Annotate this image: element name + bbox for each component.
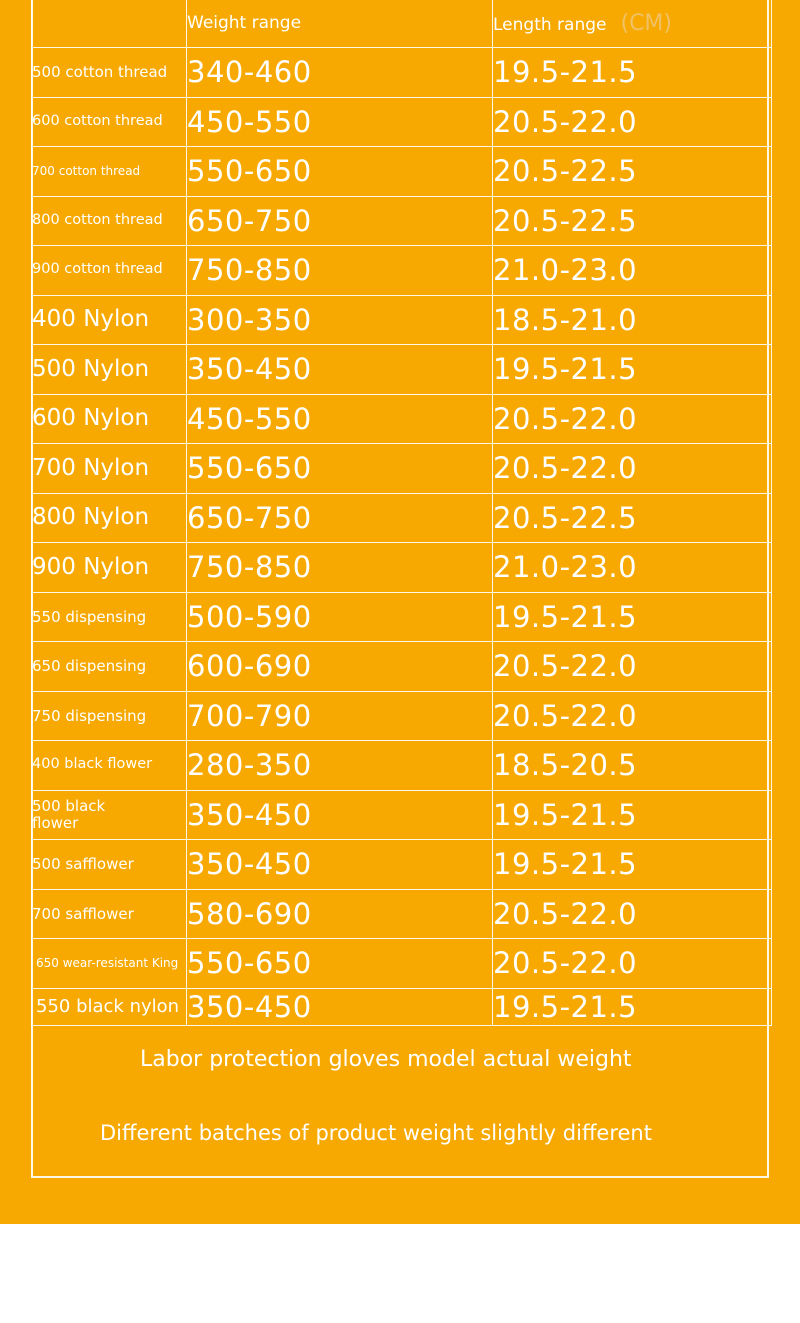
model-cell: 500 safflower	[32, 840, 187, 890]
weight-cell: 350-450	[187, 840, 493, 890]
model-cell: 650 dispensing	[32, 642, 187, 692]
header-length-range	[493, 0, 772, 48]
weight-cell: 650-750	[187, 196, 493, 246]
weight-cell: 650-750	[187, 493, 493, 543]
weight-cell: 600-690	[187, 642, 493, 692]
table-row	[32, 939, 772, 989]
table-row	[32, 988, 772, 1025]
table-row	[32, 642, 772, 692]
table-row	[32, 345, 772, 395]
weight-cell: 500-590	[187, 592, 493, 642]
table-row	[32, 147, 772, 197]
weight-cell: 750-850	[187, 543, 493, 593]
table-row	[32, 592, 772, 642]
table-row	[32, 394, 772, 444]
note-actual-weight: Labor protection gloves model actual weight	[140, 1047, 632, 1072]
weight-cell: 280-350	[187, 741, 493, 791]
weight-length-table	[31, 0, 772, 1026]
length-cell: 20.5-22.5	[493, 493, 772, 543]
table-row	[32, 444, 772, 494]
length-cell: 20.5-22.0	[493, 97, 772, 147]
header-model	[32, 0, 187, 48]
length-cell: 20.5-22.0	[493, 394, 772, 444]
length-cell: 19.5-21.5	[493, 790, 772, 840]
length-unit: (CM)	[620, 10, 672, 36]
weight-cell: 340-460	[187, 48, 493, 98]
model-cell: 500 cotton thread	[32, 48, 187, 98]
header-weight-label: Weight range	[187, 13, 302, 33]
model-cell: 700 safflower	[32, 889, 187, 939]
length-cell: 19.5-21.5	[493, 48, 772, 98]
table-header-row	[32, 0, 772, 48]
weight-cell: 550-650	[187, 444, 493, 494]
note-batch-variation: Different batches of product weight slightly different	[100, 1121, 652, 1145]
table-row	[32, 790, 772, 840]
model-cell: 750 dispensing	[32, 691, 187, 741]
length-cell: 21.0-23.0	[493, 246, 772, 296]
weight-cell: 350-450	[187, 988, 493, 1025]
table-row	[32, 691, 772, 741]
model-cell: 700 Nylon	[32, 444, 187, 494]
length-cell: 19.5-21.5	[493, 840, 772, 890]
table-row	[32, 493, 772, 543]
table-row	[32, 741, 772, 791]
model-cell: 700 cotton thread	[32, 147, 187, 197]
model-cell: 550 black nylon	[32, 988, 187, 1025]
length-cell: 20.5-22.0	[493, 889, 772, 939]
length-cell: 19.5-21.5	[493, 988, 772, 1025]
table-row	[32, 889, 772, 939]
model-cell: 800 Nylon	[32, 493, 187, 543]
header-length-label: Length range	[493, 14, 607, 35]
model-cell: 550 dispensing	[32, 592, 187, 642]
weight-cell: 750-850	[187, 246, 493, 296]
length-cell: 18.5-21.0	[493, 295, 772, 345]
length-cell: 19.5-21.5	[493, 345, 772, 395]
length-cell: 20.5-22.0	[493, 939, 772, 989]
length-cell: 20.5-22.0	[493, 642, 772, 692]
model-cell: 400 black flower	[32, 741, 187, 791]
weight-cell: 580-690	[187, 889, 493, 939]
model-cell: 900 cotton thread	[32, 246, 187, 296]
weight-cell: 450-550	[187, 394, 493, 444]
model-cell: 650 wear-resistant King	[32, 939, 187, 989]
weight-cell: 700-790	[187, 691, 493, 741]
table-row	[32, 295, 772, 345]
weight-cell: 550-650	[187, 147, 493, 197]
table-row	[32, 196, 772, 246]
length-cell: 20.5-22.0	[493, 691, 772, 741]
length-cell: 21.0-23.0	[493, 543, 772, 593]
table-row	[32, 48, 772, 98]
model-cell: 900 Nylon	[32, 543, 187, 593]
weight-cell: 450-550	[187, 97, 493, 147]
table-row	[32, 97, 772, 147]
model-cell: 800 cotton thread	[32, 196, 187, 246]
model-cell: 500 Nylon	[32, 345, 187, 395]
length-cell: 20.5-22.5	[493, 147, 772, 197]
table-row	[32, 840, 772, 890]
model-cell: 600 cotton thread	[32, 97, 187, 147]
weight-cell: 350-450	[187, 345, 493, 395]
table-row	[32, 543, 772, 593]
model-cell: 500 black flower	[32, 790, 187, 840]
header-weight-range	[187, 0, 493, 48]
length-cell: 18.5-20.5	[493, 741, 772, 791]
model-cell: 600 Nylon	[32, 394, 187, 444]
table-row	[32, 246, 772, 296]
weight-cell: 550-650	[187, 939, 493, 989]
length-cell: 20.5-22.5	[493, 196, 772, 246]
weight-cell: 300-350	[187, 295, 493, 345]
model-cell: 400 Nylon	[32, 295, 187, 345]
length-cell: 20.5-22.0	[493, 444, 772, 494]
length-cell: 19.5-21.5	[493, 592, 772, 642]
weight-cell: 350-450	[187, 790, 493, 840]
